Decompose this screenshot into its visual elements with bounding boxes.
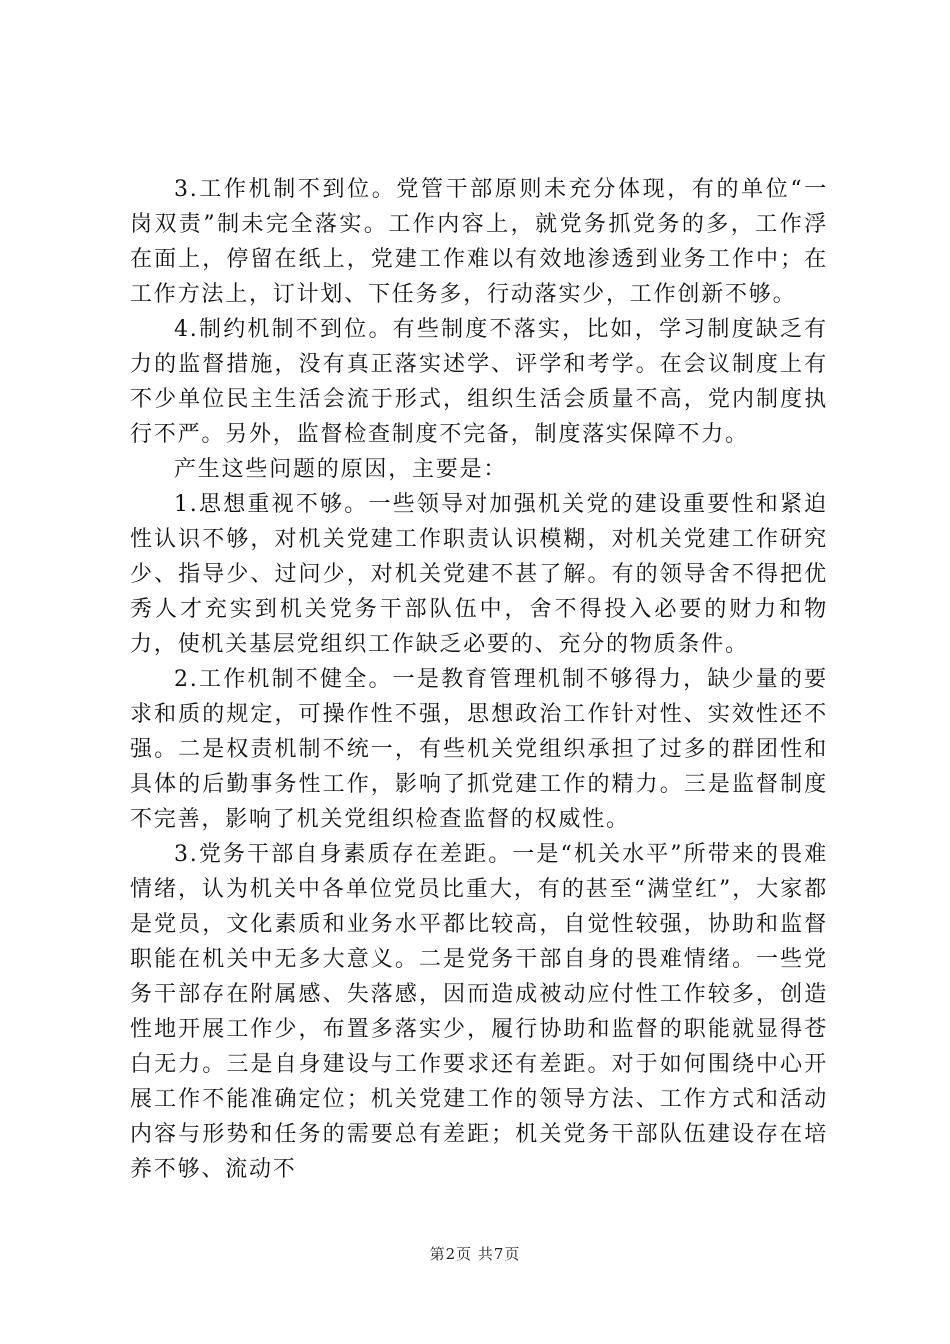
page-number-footer: 第2页 共7页: [429, 1245, 521, 1263]
paragraph-cadre-quality: 3.党务干部自身素质存在差距。一是“机关水平”所带来的畏难情绪，认为机关中各单位党员比重大，有的甚至“满堂红”，大家都是党员，文化素质和业务水平都比较高，自觉性较强，协助和监督职能在机关中无多大意义。二是党务干部自身的畏难情绪。一些党务干部存在附属感、失落感，因而造成被动应付性工作较多，创造性地开展工作少，布置多落实少，履行协助和监督的职能就显得苍白无力。三是自身建设与工作要求还有差距。对于如何围绕中心开展工作不能准确定位；机关党建工作的领导方法、工作方式和活动内容与形势和任务的需要总有差距；机关党务干部队伍建设存在培养不够、流动不: [130, 842, 828, 1182]
paragraph-causes-intro: 产生这些问题的原因，主要是：: [174, 457, 508, 482]
paragraph-restraint-mechanism: 4.制约机制不到位。有些制度不落实，比如，学习制度缺乏有力的监督措施，没有真正落实述学、评学和考学。在会议制度上有不少单位民主生活会流于形式，组织生活会质量不高，党内制度执行不严。另外，监督检查制度不完备，制度落实保障不力。: [130, 317, 828, 447]
document-body: [130, 172, 828, 1187]
paragraph-mechanism-imperfect: 2.工作机制不健全。一是教育管理机制不够得力，缺少量的要求和质的规定，可操作性不强，思想政治工作针对性、实效性还不强。二是权责机制不统一，有些机关党组织承担了过多的群团性和具体的后勤事务性工作，影响了抓党建工作的精力。三是监督制度不完善，影响了机关党组织检查监督的权威性。: [130, 667, 828, 832]
paragraph-work-mechanism: 3.工作机制不到位。党管干部原则未充分体现，有的单位“一岗双责”制未完全落实。工作内容上，就党务抓党务的多，工作浮在面上，停留在纸上，党建工作难以有效地渗透到业务工作中；在工作方法上，订计划、下任务多，行动落实少，工作创新不够。: [130, 177, 828, 307]
paragraph-ideological-attention: 1.思想重视不够。一些领导对加强机关党的建设重要性和紧迫性认识不够，对机关党建工作职责认识模糊，对机关党建工作研究少、指导少、过问少，对机关党建不甚了解。有的领导舍不得把优秀人才充实到机关党务干部队伍中，舍不得投入必要的财力和物力，使机关基层党组织工作缺乏必要的、充分的物质条件。: [130, 492, 828, 657]
